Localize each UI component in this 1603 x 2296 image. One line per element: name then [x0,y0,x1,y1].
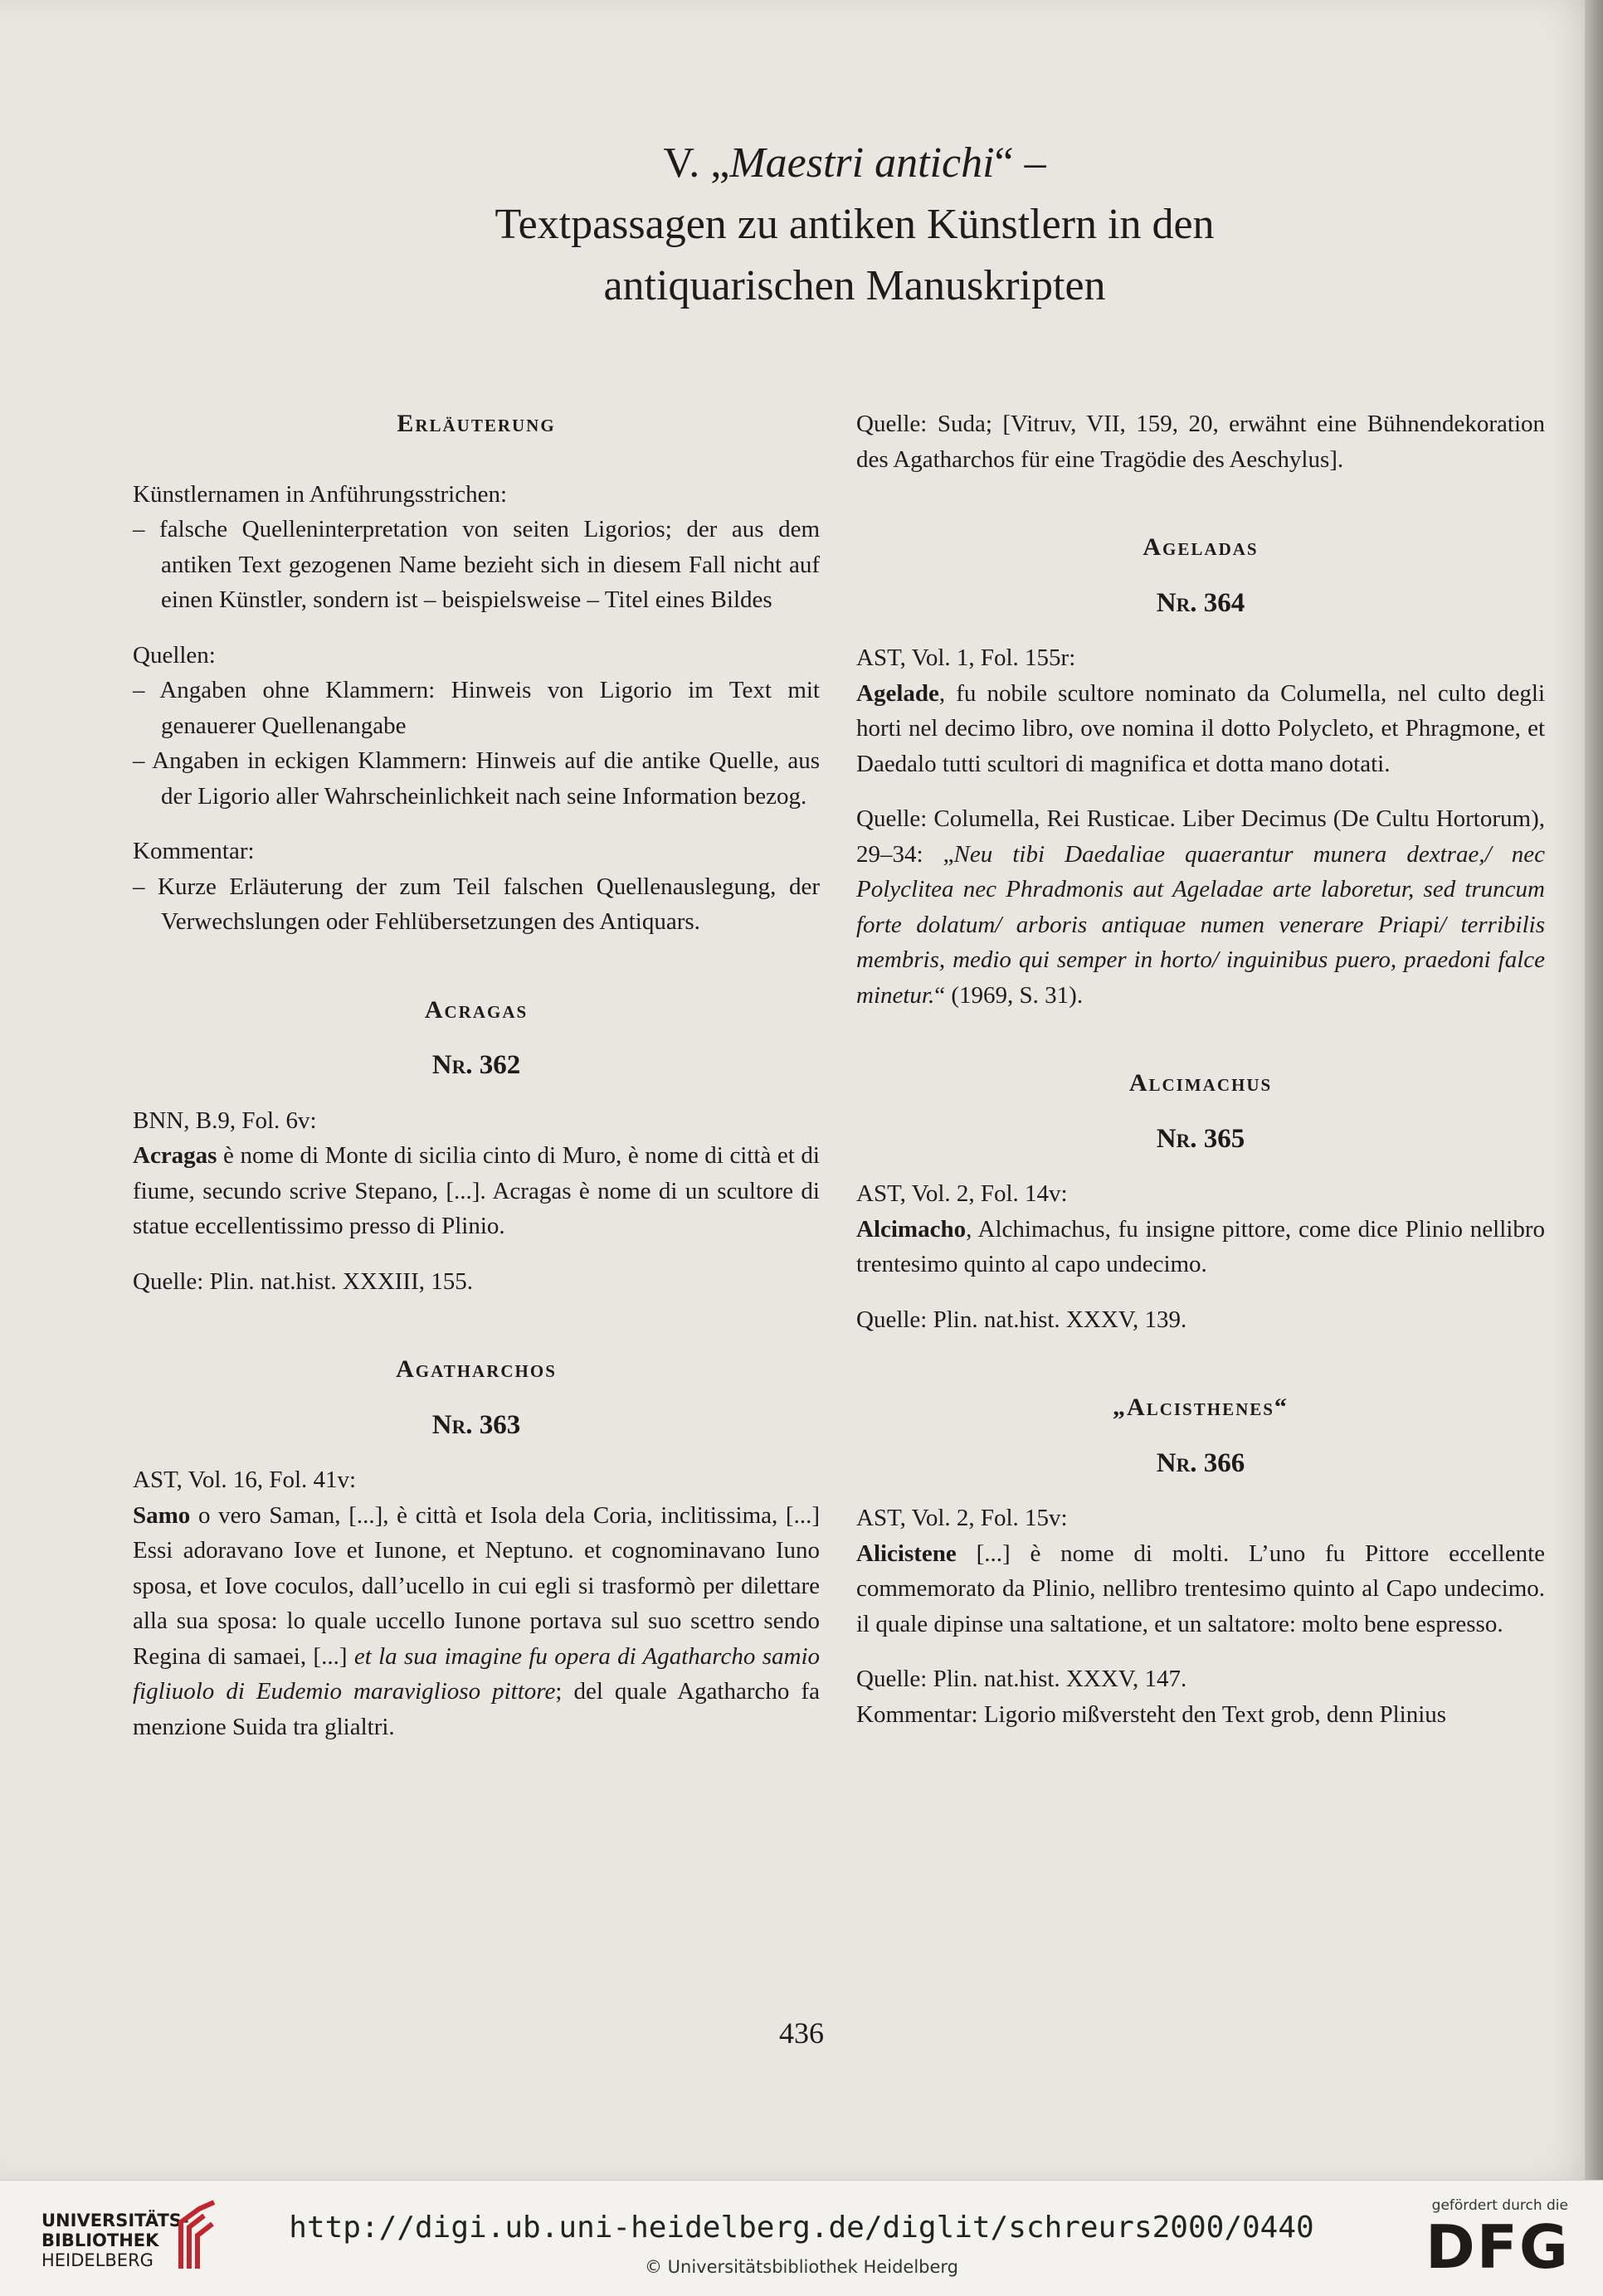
funding-note: gefördert durch die [1431,2197,1568,2214]
entry-number: Nr. 365 [1156,1123,1245,1154]
entry-text: Samo o vero Saman, [...], è città et Isola dela Coria, inclitissima, [...] Essi adoravano Iove et Iunone, et Neptuno. et cognominavano Iuno sposa, et Iove coculos, dall’ucello in cui egli si trasformò per dilettare alla sua sposa: lo quale uccello Iunone portava sul suo scettro sendo Regina di samaei, [...] et la sua imagine fu opera di Agatharcho samio figliuolo di Eudemio maraviglioso pittore; del quale Agatharcho fa menzione Suida tra glialtri. [133,1501,820,1740]
right-column [856,406,1545,1732]
entry-quelle: Quelle: Plin. nat.hist. XXXV, 147. [856,1666,1187,1692]
entry-quelle: Quelle: Columella, Rei Rusticae. Liber Decimus (De Cultu Hortorum), 29–34: „Neu tibi Daedaliae quaerantur munera dextrae,/ nec Polyclitea nec Phradmonis aut Ageladae arte laboretur, sed truncum forte dolatum/ arboris antiquae numen venerare Priapi/ terribilis membris, medio qui semper in horto/ inguinibus puero, praedoni falce minetur.“ (1969, S. 31). [856,805,1545,1009]
entry-quelle: Quelle: Plin. nat.hist. XXXIII, 155. [133,1267,473,1295]
section-heading-acragas: Acragas [424,995,529,1024]
quellen-item: – Angaben in eckigen Klammern: Hinweis auf die antike Quelle, aus der Ligorio aller Wahrscheinlichkeit nach seine Information bezog. [133,747,820,810]
kommentar-item: – Kurze Erläuterung der zum Teil falschen Quellenauslegung, der Verwechslungen oder Fehlübersetzungen des Antiquars. [133,873,820,935]
entry-number: Nr. 363 [431,1409,521,1440]
section-heading-alcisthenes: „Alcisthenes“ [1113,1394,1289,1421]
page-edge-shadow [1585,0,1603,2180]
quellen-item: – Angaben ohne Klammern: Hinweis von Ligorio im Text mit genauerer Quellenangabe [133,677,820,739]
entry-number: Nr. 364 [1156,587,1245,618]
entry-number: Nr. 366 [1156,1447,1245,1478]
section-heading-alcimachus: Alcimachus [1128,1069,1273,1097]
section-heading-ageladas: Ageladas [1143,533,1259,561]
copyright-notice: © Universitätsbibliothek Heidelberg [644,2257,958,2277]
entry-reference: AST, Vol. 16, Fol. 41v: [133,1467,357,1493]
section-heading-agatharchos: Agatharchos [396,1355,557,1383]
entry-text: Acragas è nome di Monte di sicilia cinto di Muro, è nome di città et di fiume, secundo scrive Stepano, [...]. Acragas è nome di un scultore di statue eccellentissimo presso di Plinio. [133,1142,820,1239]
chapter-title: V. „Maestri antichi“ – Textpassagen zu antiken Künstlern in den antiquarischen Manuskripten [495,139,1215,309]
entry-text: Alcimacho, Alchimachus, fu insigne pittore, come dice Plinio nellibro trentesimo quinto al capo undecimo. [856,1215,1545,1277]
entry-text: Agelade, fu nobile scultore nominato da Columella, nel culto degli horti nel decimo libro, ove nomina il dotto Polycleto, et Phragmone, et Daedalo tutti scultori di magnifica et dotta mano dotati. [856,679,1545,777]
quellen-label: Quellen: [133,641,216,669]
entry-text: Alicistene [...] è nome di molti. L’uno fu Pittore eccellente commemorato da Plinio, nellibro trentesimo quinto al Capo undecimo. il quale dipinse una saltatione, et un saltatore: molto bene espresso. [856,1540,1545,1637]
page-number: 436 [779,2016,824,2050]
entry-kommentar: Kommentar: Ligorio mißversteht den Text grob, denn Plinius [856,1700,1447,1728]
source-url-link[interactable]: http://digi.ub.uni-heidelberg.de/diglit/schreurs2000/0440 [289,2211,1314,2245]
erl-intro: Künstlernamen in Anführungsstrichen: [133,480,508,508]
entry-reference: BNN, B.9, Fol. 6v: [133,1107,317,1134]
entry-reference: AST, Vol. 2, Fol. 15v: [856,1505,1068,1531]
left-column [133,406,820,1744]
dfg-logo: DFG [1425,2212,1570,2282]
entry-number: Nr. 362 [431,1050,521,1080]
entry-reference: AST, Vol. 2, Fol. 14v: [856,1180,1068,1207]
section-heading-erlaeuterung: Erläuterung [397,410,556,437]
erl-item: – falsche Quelleninterpretation von seiten Ligorios; der aus dem antiken Text gezogenen Name bezieht sich in diesem Fall nicht auf einen Künstler, sondern ist – beispielsweise – Titel eines Bildes [133,516,820,613]
entry-quelle: Quelle: Plin. nat.hist. XXXV, 139. [856,1306,1187,1333]
kommentar-label: Kommentar: [133,838,255,864]
entry-reference: AST, Vol. 1, Fol. 155r: [856,645,1076,671]
entry-quelle: Quelle: Suda; [Vitruv, VII, 159, 20, erwähnt eine Bühnendekoration des Agatharchos für eine Tragödie des Aeschylus]. [856,411,1545,473]
digitization-footer [0,2180,1603,2296]
library-name: UNIVERSITÄTS- BIBLIOTHEK HEIDELBERG [41,2211,189,2270]
